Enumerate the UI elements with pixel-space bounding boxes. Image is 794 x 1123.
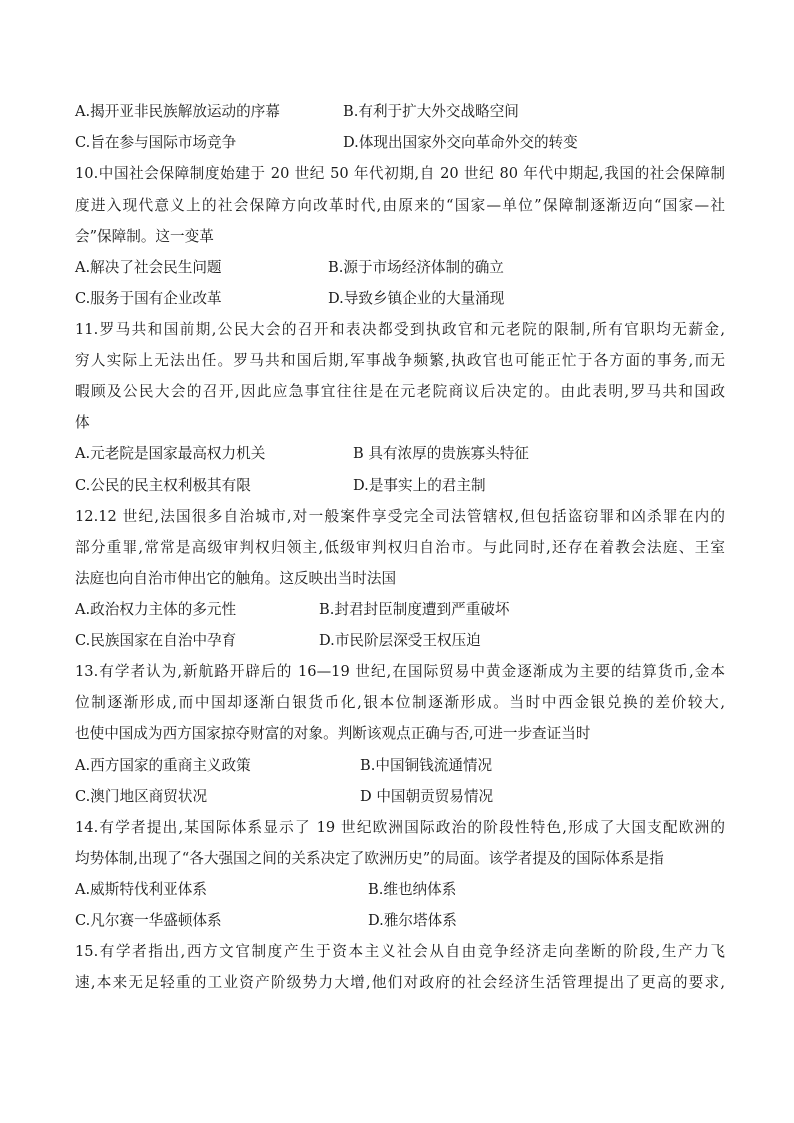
q10-option-a: A.解决了社会民生问题 [75, 259, 222, 276]
q14-stem-line-2: 均势体制,出现了“各大强国之间的关系决定了欧洲历史”的局面。该学者提及的国际体系是指 [75, 850, 664, 867]
q13-option-c: C.澳门地区商贸状况 [75, 788, 208, 805]
q13-option-d: D 中国朝贡贸易情况 [360, 788, 494, 805]
q10-stem-line-1: 10.中国社会保障制度始建于 20 世纪 50 年代初期,自 20 世纪 80 年代中期起,我国的社会保障制 [75, 165, 725, 182]
q9-option-d: D.体现出国家外交向革命外交的转变 [343, 134, 578, 151]
q10-option-d: D.导致乡镇企业的大量涌现 [328, 290, 505, 307]
q15-stem-line-1: 15.有学者指出,西方文官制度产生于资本主义社会从自由竞争经济走向垄断的阶段,生产力飞 [75, 943, 725, 960]
q13-stem-line-2: 位制逐渐形成,而中国却逐渐白银货币化,银本位制逐渐形成。当时中西金银兑换的差价较大, [75, 694, 725, 711]
q11-stem-line-2: 穷人实际上无法出任。罗马共和国后期,军事战争频繁,执政官也可能正忙于各方面的事务,而无 [75, 352, 725, 369]
q11-option-c: C.公民的民主权利极其有限 [75, 477, 251, 494]
q13-option-b: B.中国铜钱流通情况 [360, 757, 493, 774]
q11-stem-line-4: 体 [75, 414, 90, 431]
q12-option-c: C.民族国家在自治中孕育 [75, 632, 237, 649]
q13-stem-line-3: 也使中国成为西方国家掠夺财富的对象。判断该观点正确与否,可进一步查证当时 [75, 725, 591, 742]
q9-option-c: C.旨在参与国际市场竞争 [75, 134, 237, 151]
q14-option-b: B.维也纳体系 [368, 881, 457, 898]
q12-stem-line-1: 12.12 世纪,法国很多自治城市,对一般案件享受完全司法管辖权,但包括盗窃罪和凶杀罪在内的 [75, 508, 725, 525]
q12-stem-line-3: 法庭也向自治市伸出它的触角。这反映出当时法国 [75, 570, 397, 587]
q12-stem-line-2: 部分重罪,常常是高级审判权归领主,低级审判权归自治市。与此同时,还存在着教会法庭、王室 [75, 539, 725, 556]
q13-stem-line-1: 13.有学者认为,新航路开辟后的 16—19 世纪,在国际贸易中黄金逐渐成为主要的结算货币,金本 [75, 663, 725, 680]
q10-option-c: C.服务于国有企业改革 [75, 290, 222, 307]
q11-option-a: A.元老院是国家最高权力机关 [75, 445, 266, 462]
q11-option-b: B 具有浓厚的贵族寡头特征 [353, 445, 529, 462]
q12-option-d: D.市民阶层深受王权压迫 [319, 632, 481, 649]
q10-stem-line-3: 会”保障制。这一变革 [75, 228, 214, 245]
q10-stem-line-2: 度进入现代意义上的社会保障方向改革时代,由原来的“国家—单位”保障制逐渐迈向“国家—社 [75, 197, 725, 214]
q15-stem-line-2: 速,本来无足轻重的工业资产阶级势力大增,他们对政府的社会经济生活管理提出了更高的要求, [75, 974, 725, 991]
q9-option-a: A.揭开亚非民族解放运动的序幕 [75, 103, 280, 120]
q12-option-a: A.政治权力主体的多元性 [75, 601, 237, 618]
q9-option-b: B.有利于扩大外交战略空间 [343, 103, 519, 120]
q14-stem-line-1: 14.有学者提出,某国际体系显示了 19 世纪欧洲国际政治的阶段性特色,形成了大国支配欧洲的 [75, 819, 725, 836]
q13-option-a: A.西方国家的重商主义政策 [75, 757, 251, 774]
q14-option-c: C.凡尔赛一华盛顿体系 [75, 912, 222, 929]
q10-option-b: B.源于市场经济体制的确立 [328, 259, 504, 276]
q11-stem-line-1: 11.罗马共和国前期,公民大会的召开和表决都受到执政官和元老院的限制,所有官职均无薪金, [75, 321, 725, 338]
q14-option-a: A.威斯特伐利亚体系 [75, 881, 207, 898]
q11-stem-line-3: 暇顾及公民大会的召开,因此应急事宜往往是在元老院商议后决定的。由此表明,罗马共和国政 [75, 383, 725, 400]
q11-option-d: D.是事实上的君主制 [353, 477, 486, 494]
q12-option-b: B.封君封臣制度遭到严重破坏 [319, 601, 510, 618]
q14-option-d: D.雅尔塔体系 [368, 912, 457, 929]
